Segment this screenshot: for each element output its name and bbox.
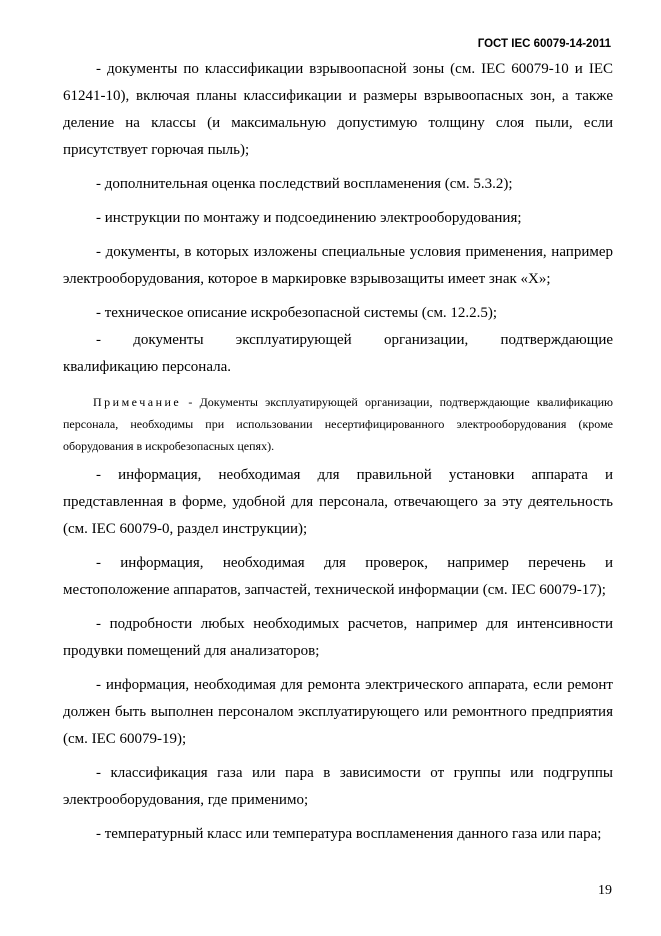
list-item: - документы, в которых изложены специальные условия применения, например электрооборудования, которое в маркировке взрывозащиты имеет знак «X»; (63, 244, 613, 287)
note (63, 391, 613, 457)
list-item (63, 327, 613, 381)
list-item: - информация, необходимая для проверок, например перечень и местоположение аппаратов, запчастей, технической информации (см. IEC 60079-17); (63, 555, 613, 598)
list-item: - техническое описание искробезопасной системы (см. 12.2.5); (96, 305, 498, 321)
document-header: ГОСТ IEC 60079-14-2011 (477, 38, 611, 50)
list-item: - документы по классификации взрывоопасной зоны (см. IEC 60079-10 и IEC 61241-10), включая планы классификации и размеры взрывоопасных зон, а также деление на классы (и максимальную допустимую толщину слоя пыли, если присутствует горючая пыль); (63, 61, 613, 158)
list-item: - инструкции по монтажу и подсоединению электрооборудования; (96, 210, 522, 226)
document-body (63, 56, 613, 848)
note-text: - Документы эксплуатирующей организации, подтверждающие квалификацию персонала, необходимы при использовании несертифицированного электрооборудования (кроме оборудования в искробезопасных цепях). (63, 395, 613, 453)
list-item: - температурный класс или температура воспламенения данного газа или пара; (96, 826, 602, 842)
list-item-continuation: квалификацию персонала. (63, 359, 232, 375)
list-item: - подробности любых необходимых расчетов, например для интенсивности продувки помещений для анализаторов; (63, 616, 613, 659)
list-item: - информация, необходимая для ремонта электрического аппарата, если ремонт должен быть выполнен персоналом эксплуатирующего или ремонтного предприятия (см. IEC 60079-19); (63, 677, 613, 747)
list-item-line: - документы эксплуатирующей организации, подтверждающие (96, 332, 613, 348)
list-item: - информация, необходимая для правильной установки аппарата и представленная в форме, удобной для персонала, отвечающего за эту деятельность (см. IEC 60079-0, раздел инструкции); (63, 467, 613, 537)
note-label: Примечание (93, 395, 182, 409)
list-item: - дополнительная оценка последствий воспламенения (см. 5.3.2); (96, 176, 513, 192)
list-item: - классификация газа или пара в зависимости от группы или подгруппы электрооборудования, где применимо; (63, 765, 613, 808)
page-number: 19 (598, 883, 612, 898)
